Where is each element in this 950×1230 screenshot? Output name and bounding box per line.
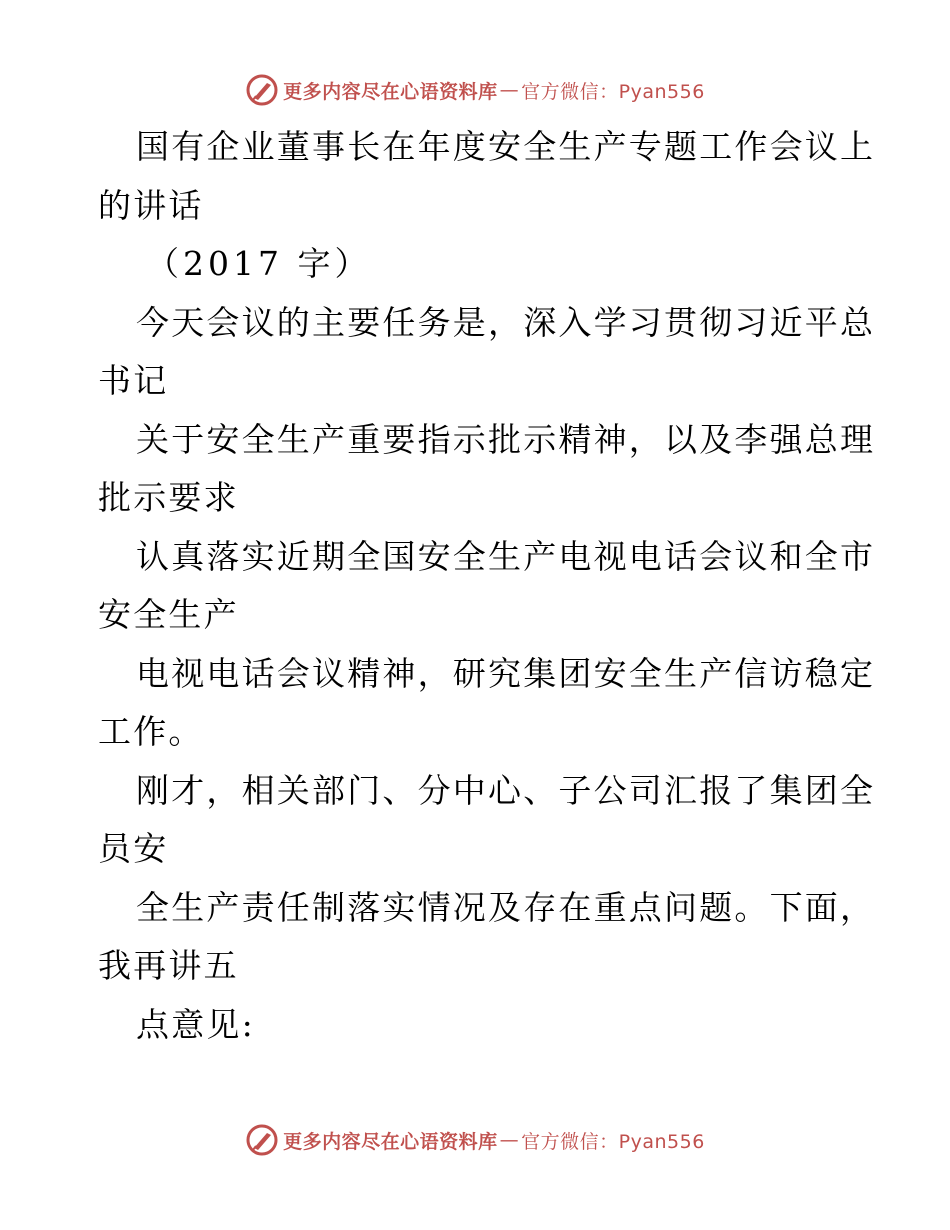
watermark-main-text: 更多内容尽在心语资料库 [283,80,498,103]
watermark-main-text: 更多内容尽在心语资料库 [283,1130,498,1153]
paragraph-line: 今天会议的主要任务是，深入学习贯彻习近平总 [136,302,876,342]
quill-pen-logo-icon [245,1123,279,1157]
paragraph-line: 认真落实近期全国安全生产电视电话会议和全市 [136,536,876,576]
paragraph-line: 我再讲五 [98,946,239,985]
paragraph-line: 电视电话会议精神，研究集团安全生产信访稳定 [136,653,876,693]
word-count: （2017 字） [146,244,372,283]
quill-pen-logo-icon [245,73,279,107]
watermark-account-text: 官方微信：Pyan556 [521,80,705,103]
paragraph-line: 安全生产 [98,595,239,634]
document-body [98,118,876,1054]
paragraph-line: 刚才，相关部门、分中心、子公司汇报了集团全 [136,770,876,810]
header-watermark [0,70,950,110]
watermark-account-text: 官方微信：Pyan556 [521,1130,705,1153]
document-title-line-1: 国有企业董事长在年度安全生产专题工作会议上 [136,127,876,166]
paragraph-line: 书记 [98,361,169,400]
watermark-dash: — [499,1129,520,1151]
footer-watermark [0,1120,950,1160]
watermark-dash: — [499,79,520,101]
paragraph-line: 点意见: [136,1004,255,1044]
paragraph-line: 批示要求 [98,478,239,517]
paragraph-line: 员安 [98,829,169,868]
paragraph-line: 关于安全生产重要指示批示精神，以及李强总理 [136,419,876,459]
paragraph-line: 工作。 [98,712,204,751]
document-title-line-2: 的讲话 [98,185,204,225]
paragraph-line: 全生产责任制落实情况及存在重点问题。下面， [136,887,876,927]
